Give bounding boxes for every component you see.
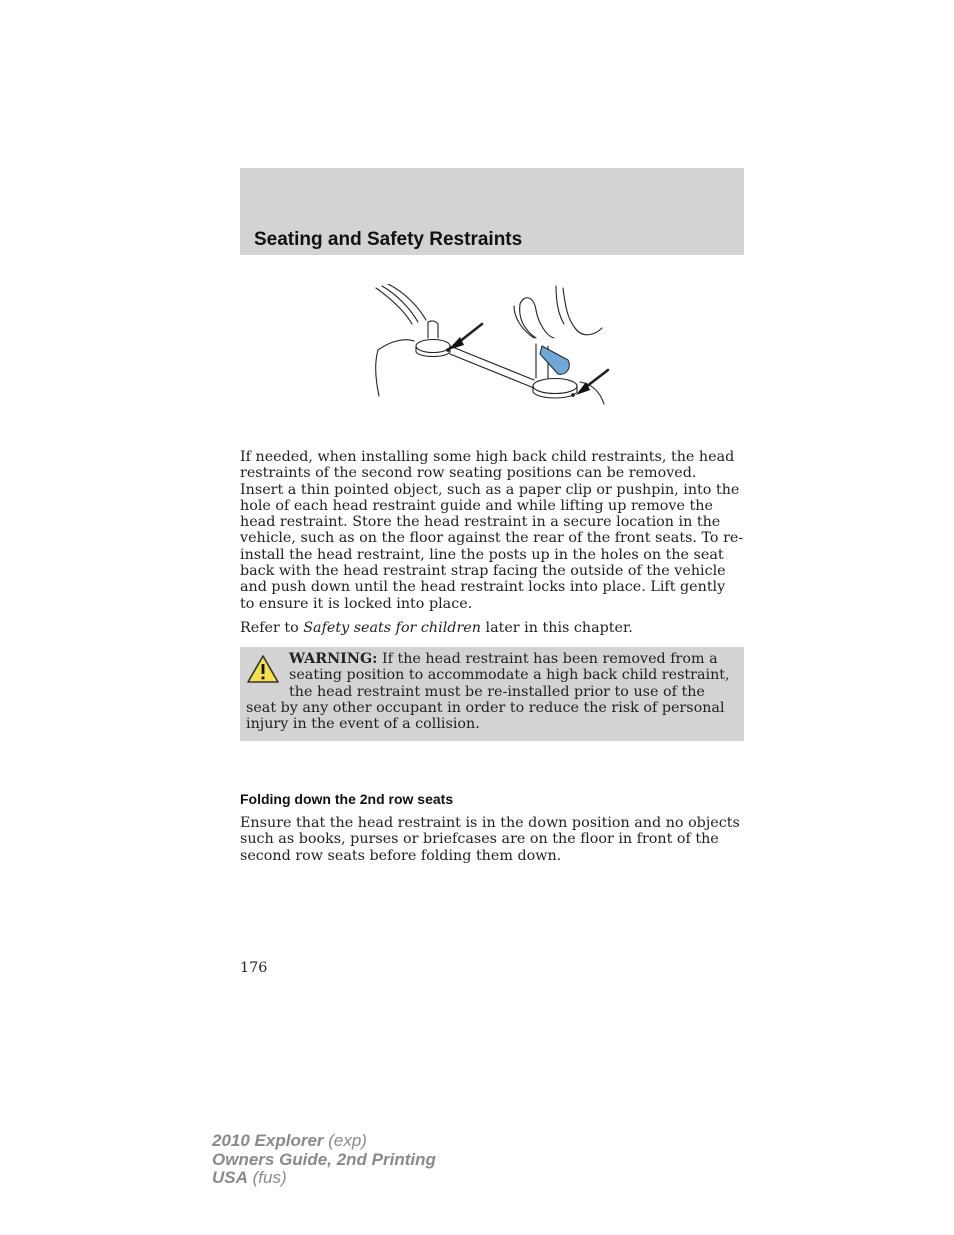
removal-instructions-paragraph: If needed, when installing some high back child restraints, the head restraints of the second row seating positions can be removed. Insert a thin pointed object, such as a paper clip or pushpin, into the hole of each head restraint guide and while lifting up remove the head restraint. Store the head restraint in a secure location in the vehicle, such as on the floor against the rear of the front seats. To re-install the head restraint, line the posts up in the holes on the seat back with the head restraint strap facing the outside of the vehicle and push down until the head restraint locks into place. Lift gently to ensure it is locked into place. — [240, 449, 744, 612]
head-restraint-removal-icon — [370, 284, 615, 414]
document-footer — [212, 1132, 436, 1188]
footer-line-region: USA (fus) — [212, 1168, 287, 1187]
section-heading: Folding down the 2nd row seats — [240, 791, 454, 807]
warning-text: If the head restraint has been removed from a seating position to accommodate a high back child restraint, the head restraint must be re-installed prior to use of the seat by any other occupant in order to reduce the risk of personal injury in the event of a collision. — [246, 651, 730, 733]
warning-triangle-icon — [246, 654, 280, 684]
section-header-band — [240, 168, 744, 255]
warning-box — [240, 647, 744, 741]
refer-paragraph — [240, 620, 744, 636]
refer-prefix: Refer to — [240, 620, 304, 636]
page-number: 176 — [240, 960, 268, 976]
folding-paragraph: Ensure that the head restraint is in the down position and no objects such as books, purses or briefcases are on the floor in front of the second row seats before folding them down. — [240, 815, 740, 864]
refer-link-safety-seats[interactable]: Safety seats for children — [303, 620, 481, 636]
footer-line-model: 2010 Explorer (exp) — [212, 1131, 367, 1150]
footer-line-guide: Owners Guide, 2nd Printing — [212, 1149, 436, 1169]
head-restraint-illustration — [370, 284, 615, 414]
warning-label: WARNING: — [289, 651, 378, 667]
refer-suffix: later in this chapter. — [480, 620, 633, 636]
section-title: Seating and Safety Restraints — [254, 229, 523, 250]
